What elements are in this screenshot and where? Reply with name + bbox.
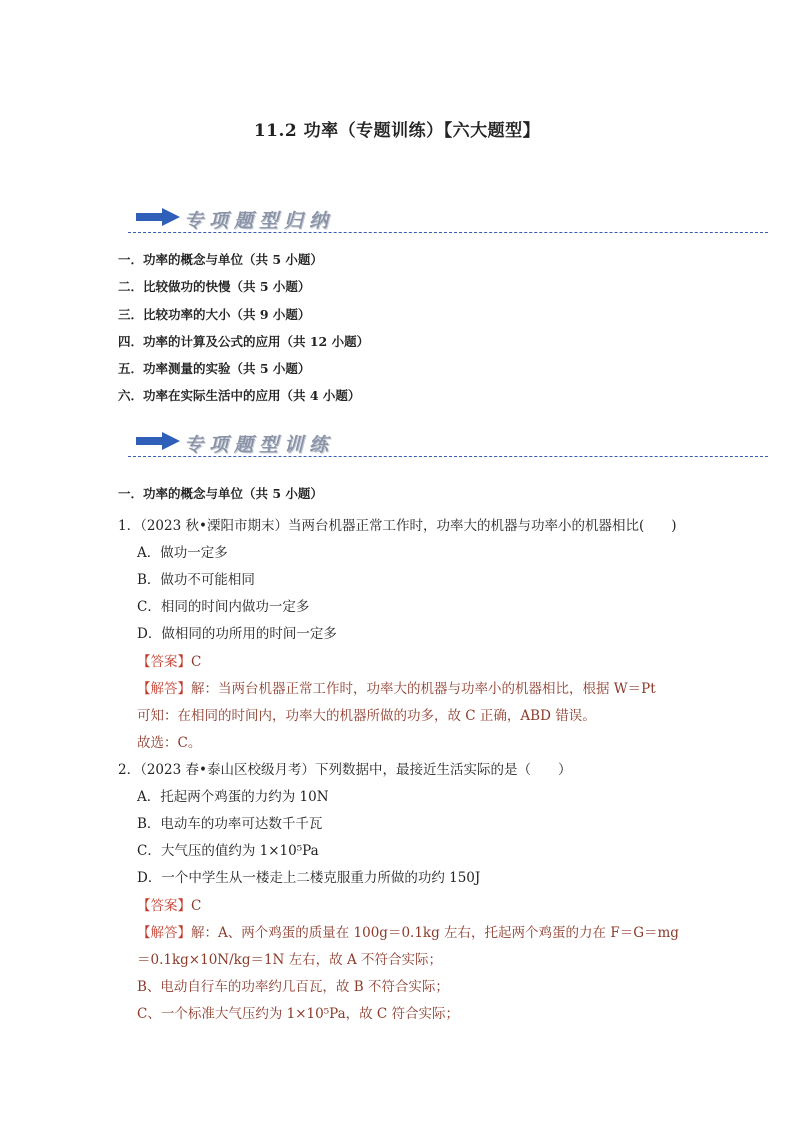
answer-tag: 【答案】 — [137, 654, 191, 670]
topic-item: 二．比较做功的快慢（共 5 小题） — [118, 279, 311, 295]
banner-divider — [128, 456, 768, 457]
topic-list — [118, 252, 369, 416]
banner-title: 专项题型归纳 — [184, 210, 335, 232]
explanation-line-1 — [137, 921, 679, 941]
question-stem: 1．（2023 秋•溧阳市期末）当两台机器正常工作时，功率大的机器与功率小的机器相比( ) — [118, 518, 677, 534]
question-stem: 2．（2023 春•泰山区校级月考）下列数据中，最接近生活实际的是（ ） — [118, 762, 572, 778]
explanation-text: 解：A、两个鸡蛋的质量在 100g＝0.1kg 左右，托起两个鸡蛋的力在 F＝G＝mg — [191, 925, 679, 941]
explanation-text: 解：当两台机器正常工作时，功率大的机器与功率小的机器相比，根据 W＝Pt — [191, 681, 656, 697]
topic-item: 一．功率的概念与单位（共 5 小题） — [118, 252, 323, 267]
page-title: 11.2 功率（专题训练）【六大题型】 — [253, 121, 541, 141]
explanation-tag: 【解答】 — [137, 681, 191, 697]
arrow-right-icon — [136, 208, 180, 226]
answer-line — [137, 650, 201, 670]
option-d: D．做相同的功所用的时间一定多 — [137, 626, 337, 642]
topic-item: 六．功率在实际生活中的应用（共 4 小题） — [118, 388, 361, 404]
answer-value: C — [191, 898, 202, 914]
answer-line — [137, 894, 201, 914]
option-c: C．相同的时间内做功一定多 — [137, 599, 310, 615]
section-banner-summary — [128, 202, 768, 236]
topic-item: 四．功率的计算及公式的应用（共 12 小题） — [118, 333, 370, 349]
answer-tag: 【答案】 — [137, 898, 191, 914]
explanation-line-1 — [137, 677, 656, 697]
option-c: C．大气压的值约为 1×10⁵Pa — [137, 843, 319, 859]
option-b: B．电动车的功率可达数千千瓦 — [137, 816, 323, 832]
topic-item: 三．比较功率的大小（共 9 小题） — [118, 306, 311, 322]
section-banner-training — [128, 426, 768, 460]
explanation-line-3: 故选：C。 — [137, 735, 202, 751]
section-heading: 一．功率的概念与单位（共 5 小题） — [118, 486, 323, 501]
arrow-right-icon — [136, 432, 180, 450]
option-b: B．做功不可能相同 — [137, 572, 255, 588]
explanation-line-4: C、一个标准大气压约为 1×10⁵Pa，故 C 符合实际； — [137, 1006, 460, 1022]
topic-item: 五．功率测量的实验（共 5 小题） — [118, 361, 311, 377]
explanation-line-3: B、电动自行车的功率约几百瓦，故 B 不符合实际； — [137, 979, 449, 995]
banner-divider — [128, 232, 768, 233]
banner-title: 专项题型训练 — [184, 434, 335, 456]
option-a: A．托起两个鸡蛋的力约为 10N — [137, 789, 329, 805]
explanation-tag: 【解答】 — [137, 925, 191, 941]
option-a: A．做功一定多 — [137, 545, 228, 561]
answer-value: C — [191, 654, 202, 670]
explanation-line-2: 可知：在相同的时间内，功率大的机器所做的功多，故 C 正确，ABD 错误。 — [137, 708, 596, 724]
explanation-line-2: ＝0.1kg×10N/kg＝1N 左右，故 A 不符合实际； — [137, 952, 442, 968]
option-d: D．一个中学生从一楼走上二楼克服重力所做的功约 150J — [137, 870, 481, 886]
